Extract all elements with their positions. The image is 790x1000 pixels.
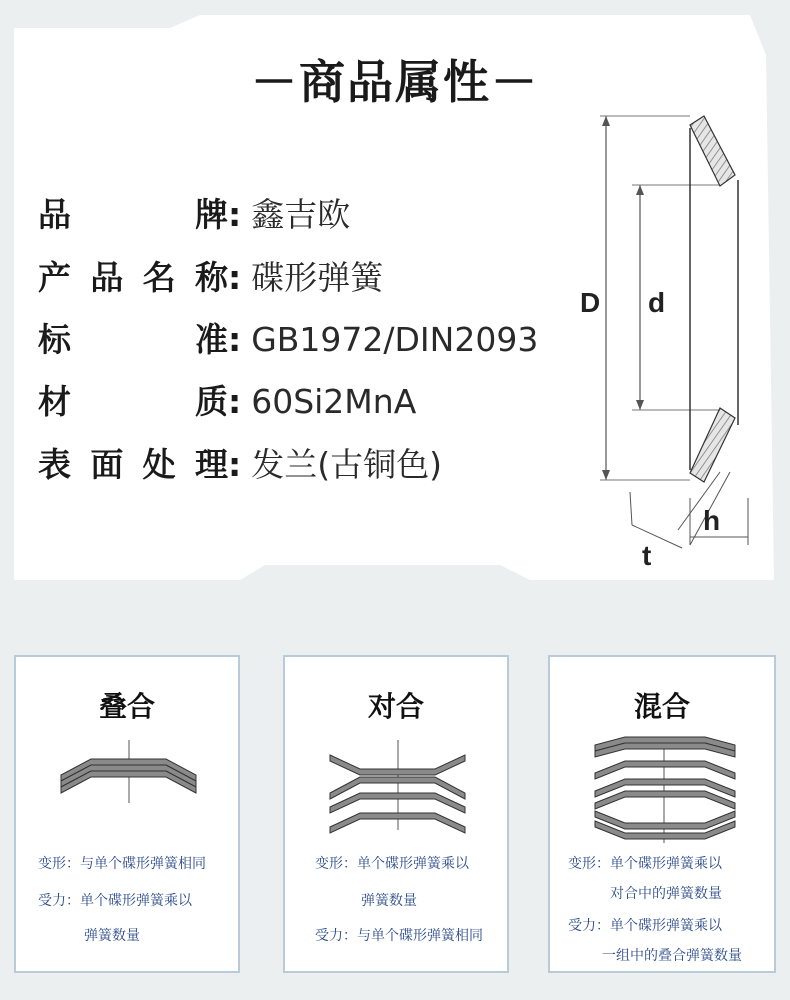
spec-label: 表面处理 — [38, 445, 228, 484]
spec-value: 60Si2MnA — [251, 382, 417, 421]
spec-value: 鑫吉欧 — [251, 195, 351, 234]
stacking-card-parallel — [14, 655, 240, 973]
spec-row-standard — [38, 315, 538, 365]
spec-row-brand — [38, 190, 350, 240]
card-text-line: 变形：与单个碟形弹簧相同 — [38, 856, 206, 872]
spec-value: 碟形弹簧 — [251, 258, 384, 297]
card-title: 混合 — [633, 690, 690, 723]
card-title: 叠合 — [98, 690, 155, 723]
card-title: 对合 — [367, 690, 424, 723]
spring-cross-section — [690, 116, 738, 482]
title-text: 商品属性 — [299, 55, 491, 109]
stacking-card-combined — [548, 655, 776, 973]
title-dash-right: － — [491, 55, 539, 109]
spec-value: 发兰(古铜色) — [251, 445, 442, 484]
inner-diameter-dimension — [632, 185, 720, 410]
label-D: D — [580, 287, 601, 318]
card-text-line: 变形：单个碟形弹簧乘以 — [568, 856, 722, 872]
spec-row-product-name — [38, 253, 383, 303]
spec-colon: : — [228, 445, 242, 484]
card-text-line: 弹簧数量 — [361, 893, 417, 909]
spec-value: GB1972/DIN2093 — [251, 320, 539, 359]
combined-stack-illustration — [550, 735, 778, 845]
spec-row-surface-treatment — [38, 440, 442, 490]
card-text-line: 变形：单个碟形弹簧乘以 — [315, 856, 469, 872]
card-text-line: 受力：单个碟形弹簧乘以 — [38, 893, 192, 909]
spec-label: 产品名称 — [38, 258, 228, 297]
spec-row-material — [38, 377, 416, 427]
card-text-line: 弹簧数量 — [84, 928, 140, 944]
parallel-stack-illustration — [16, 735, 242, 825]
spec-label: 标准 — [38, 320, 228, 359]
title-dash-left: － — [251, 55, 299, 109]
stacking-card-series — [283, 655, 509, 973]
label-h: h — [703, 505, 721, 536]
spec-colon: : — [228, 382, 242, 421]
card-text-line: 受力：与单个碟形弹簧相同 — [315, 928, 483, 944]
label-t: t — [642, 540, 652, 571]
card-text-line: 一组中的叠合弹簧数量 — [602, 948, 742, 964]
spec-label: 材质 — [38, 382, 228, 421]
series-stack-illustration — [285, 735, 511, 835]
spec-colon: : — [228, 258, 242, 297]
card-text-line: 受力：单个碟形弹簧乘以 — [568, 918, 722, 934]
spec-colon: : — [228, 195, 242, 234]
card-text-line: 对合中的弹簧数量 — [610, 886, 722, 902]
outer-diameter-dimension — [600, 116, 690, 480]
label-d: d — [648, 287, 666, 318]
disc-spring-dimension-diagram — [570, 100, 770, 580]
spec-label: 品牌 — [38, 195, 228, 234]
spec-colon: : — [228, 320, 242, 359]
height-thickness-dimensions — [630, 472, 748, 548]
